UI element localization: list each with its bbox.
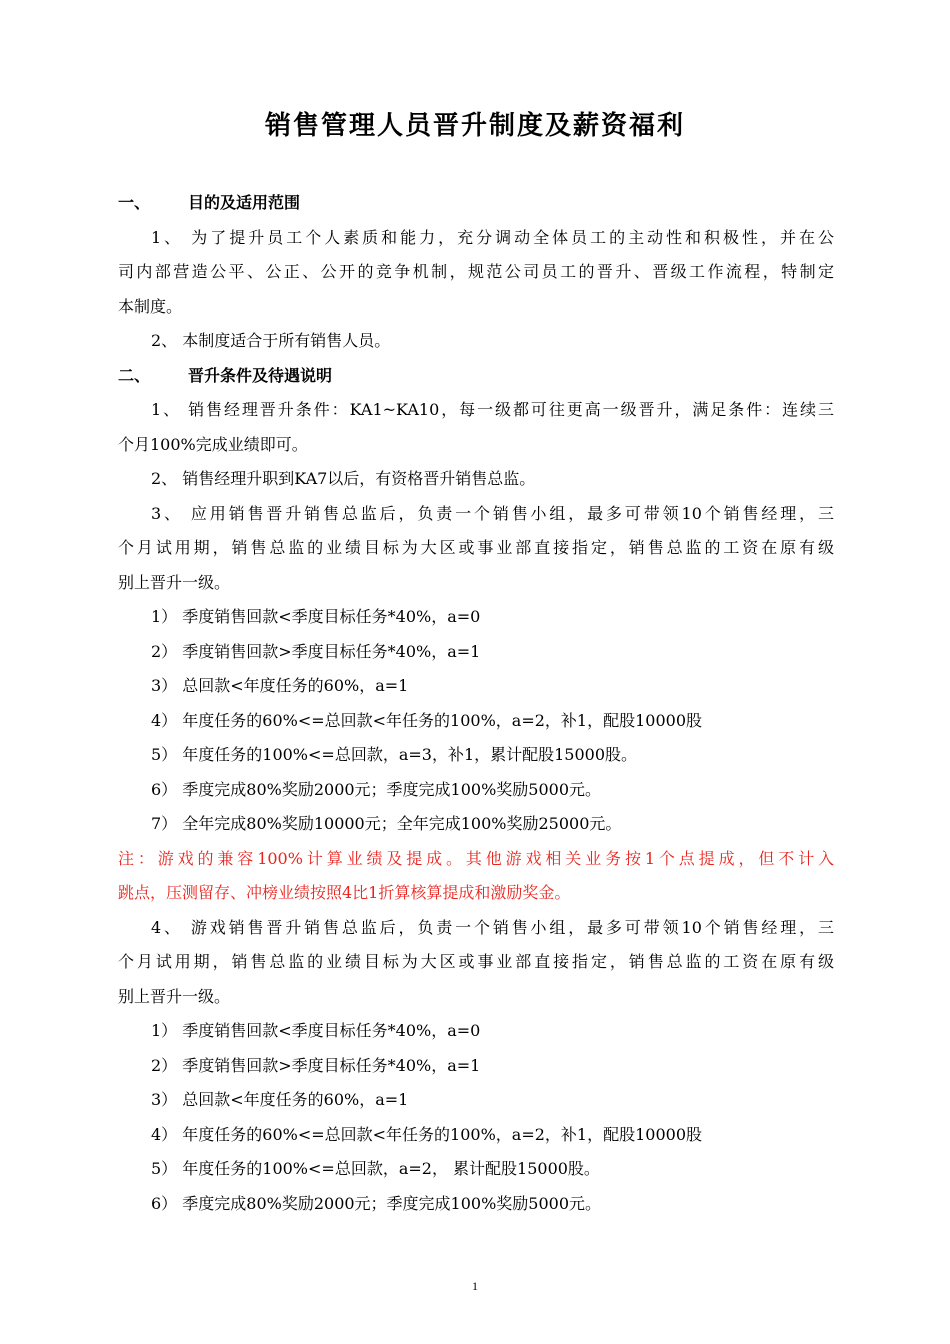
- paragraph-line: 司内部营造公平、公正、公开的竞争机制，规范公司员工的晋升、晋级工作流程，特制定: [118, 262, 834, 281]
- list-item: 4） 年度任务的60%<=总回款<年任务的100%，a=2，补1，配股10000股: [151, 1124, 702, 1144]
- paragraph-line: 3、 应用销售晋升销售总监后，负责一个销售小组，最多可带领10个销售经理，三: [151, 503, 834, 523]
- note-line: 注：游戏的兼容100%计算业绩及提成。其他游戏相关业务按1个点提成，但不计入: [118, 848, 834, 868]
- list-item: 5） 年度任务的100%<=总回款，a=3，补1，累计配股15000股。: [151, 745, 638, 764]
- list-item: 3） 总回款<年度任务的60%，a=1: [151, 1090, 409, 1109]
- list-item: 6） 季度完成80%奖励2000元；季度完成100%奖励5000元。: [151, 1193, 602, 1213]
- paragraph-line: 2、 销售经理升职到KA7以后，有资格晋升销售总监。: [151, 469, 536, 488]
- page-number: 1: [472, 1279, 478, 1293]
- document-title: 销售管理人员晋升制度及薪资福利: [264, 111, 685, 141]
- paragraph-line: 4、 游戏销售晋升销售总监后，负责一个销售小组，最多可带领10个销售经理，三: [151, 917, 834, 937]
- paragraph-line: 1、 销售经理晋升条件：KA1~KA10，每一级都可往更高一级晋升，满足条件：连续三: [151, 400, 834, 419]
- section-heading-2: [118, 359, 834, 394]
- list-item: 3） 总回款<年度任务的60%，a=1: [151, 676, 409, 695]
- list-item: 4） 年度任务的60%<=总回款<年任务的100%，a=2，补1，配股10000股: [151, 710, 702, 730]
- section-title: 目的及适用范围: [188, 193, 301, 212]
- list-item: 7） 全年完成80%奖励10000元；全年完成100%奖励25000元。: [151, 814, 622, 833]
- section-number: 二、: [118, 365, 151, 385]
- section-title: 晋升条件及待遇说明: [188, 365, 333, 385]
- paragraph-line: 个月试用期，销售总监的业绩目标为大区或事业部直接指定，销售总监的工资在原有级: [118, 538, 834, 557]
- list-item: 5） 年度任务的100%<=总回款，a=2， 累计配股15000股。: [151, 1159, 600, 1178]
- paragraph-line: 别上晋升一级。: [118, 986, 231, 1006]
- paragraph-line: 本制度。: [118, 296, 183, 316]
- paragraph-line: 2、 本制度适合于所有销售人员。: [151, 331, 391, 350]
- section-heading-1: [118, 186, 834, 221]
- list-item: 1） 季度销售回款<季度目标任务*40%，a=0: [151, 607, 481, 626]
- paragraph-line: 1、 为了提升员工个人素质和能力，充分调动全体员工的主动性和积极性，并在公: [151, 227, 834, 247]
- section-number: 一、: [118, 193, 151, 212]
- paragraph-line: 个月试用期，销售总监的业绩目标为大区或事业部直接指定，销售总监的工资在原有级: [118, 952, 834, 971]
- list-item: 2） 季度销售回款>季度目标任务*40%，a=1: [151, 641, 481, 661]
- paragraph-line: 个月100%完成业绩即可。: [118, 434, 308, 454]
- note-line: 跳点，压测留存、冲榜业绩按照4比1折算核算提成和激励奖金。: [118, 883, 571, 902]
- paragraph-line: 别上晋升一级。: [118, 572, 231, 592]
- list-item: 6） 季度完成80%奖励2000元；季度完成100%奖励5000元。: [151, 779, 602, 799]
- list-item: 2） 季度销售回款>季度目标任务*40%，a=1: [151, 1055, 481, 1075]
- list-item: 1） 季度销售回款<季度目标任务*40%，a=0: [151, 1021, 481, 1040]
- document-body: [118, 186, 834, 1221]
